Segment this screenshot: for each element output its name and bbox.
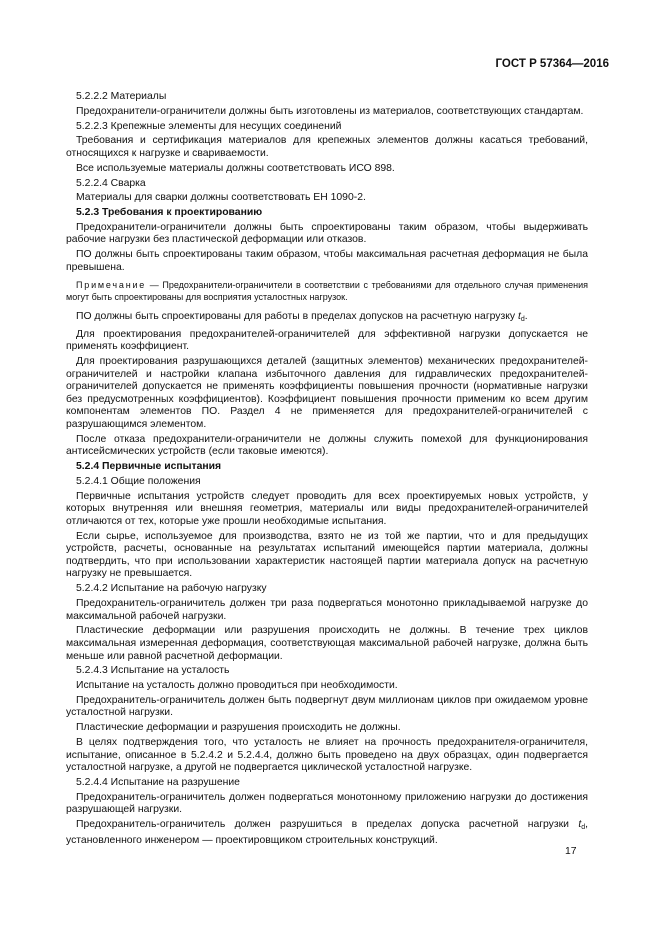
note: [66, 280, 588, 302]
paragraph: Для проектирования предохранителей-ограничителей для эффективной нагрузки допускается не применять коэффициент.: [66, 328, 588, 353]
section-heading-5-2-2-3: 5.2.2.3 Крепежные элементы для несущих соединений: [76, 120, 342, 132]
section-heading-5-2-2-2: 5.2.2.2 Материалы: [76, 91, 167, 102]
text-run: ПО должны быть спроектированы для работы в пределах допусков на расчетную нагрузку: [76, 310, 518, 322]
document-body: [66, 91, 588, 850]
text-run: Предохранитель-ограничитель должен разрушиться в пределах допуска расчетной нагрузки: [76, 819, 579, 831]
symbol-t: t: [517, 310, 521, 322]
paragraph: Предохранитель-ограничитель должен три раза подвергаться монотонно прикладываемой нагрузке до максимальной рабочей нагрузки.: [66, 597, 588, 622]
note-label: Примечание: [76, 280, 147, 291]
paragraph: В целях подтверждения того, что усталость не влияет на прочность предохранителя-ограничителя, испытание, описанное в 5.2.4.2 и 5.2.4.4, должно быть проведено на двух образцах, один подвергается усталостной нагрузке, а другой не подвергается циклической усталостной нагрузке.: [66, 737, 588, 774]
paragraph: Предохранитель-ограничитель должен подвергаться монотонному приложению нагрузки до достижения разрушающей нагрузки.: [66, 791, 588, 816]
paragraph: После отказа предохранители-ограничители не должны служить помехой для функционирования антисейсмических устройств (если таковые имеются).: [66, 433, 588, 458]
paragraph: Первичные испытания устройств следует проводить для всех проектируемых новых устройств, у которых внутренняя или внешняя геометрия, материалы или виды предохранителей-ограничителей отличаются от тех, которые уже прошли необходимые испытания.: [66, 490, 588, 527]
note-text: — Предохранители-ограничители в соответствии с требованиями для отдельного случая применения могут быть спроектированы для восприятия усталостных нагрузок.: [66, 280, 588, 302]
text-run: , установленного инженером — проектировщиком строительных конструкций.: [66, 819, 588, 846]
paragraph: Если сырье, используемое для производства, взято не из той же партии, что и для предыдущих устройств, расчеты, основанные на результатах испытаний имеющейся партии материала, должны подтвердить, что при использовании характеристик настоящей партии материала допуск на расчетную нагрузку не превышается.: [66, 530, 588, 580]
paragraph: Материалы для сварки должны соответствовать ЕН 1090-2.: [76, 192, 366, 204]
text-run: .: [524, 310, 528, 322]
paragraph: Пластические деформации или разрушения происходить не должны. В течение трех циклов максимальная измеренная деформация, соответствующая максимальной рабочей нагрузке, должна быть меньше или равной расчетной деформации.: [66, 625, 588, 662]
paragraph: ПО должны быть спроектированы таким образом, чтобы максимальная расчетная деформация не была превышена.: [66, 249, 588, 273]
section-heading-5-2-4-1: 5.2.4.1 Общие положения: [76, 475, 201, 487]
paragraph: [66, 311, 588, 327]
document-code: ГОСТ Р 57364—2016: [495, 58, 609, 70]
paragraph: Для проектирования разрушающихся деталей (защитных элементов) механических предохранителей-ограничителей и настройки клапана избыточного давления для гидравлических предохранителей-ограничителей допускается не применять коэффициенты повышения прочности (нормативные нагрузки без предусмотренных коэффициентов). Коэффициент повышения прочности применим ко всем другим компонентам элементов ПО. Раздел 4 не применяется для предохранителей-ограничителей с разрушающимся элементом.: [66, 355, 588, 430]
section-heading-5-2-4-4: 5.2.4.4 Испытание на разрушение: [76, 777, 240, 788]
paragraph: Все используемые материалы должны соответствовать ИСО 898.: [76, 162, 395, 174]
symbol-subscript: d: [581, 824, 586, 832]
paragraph: Испытание на усталость должно проводиться при необходимости.: [76, 680, 398, 692]
section-heading-5-2-4: 5.2.4 Первичные испытания: [76, 461, 222, 473]
symbol-t: t: [578, 819, 582, 831]
section-heading-5-2-4-3: 5.2.4.3 Испытание на усталость: [76, 665, 230, 677]
paragraph: [66, 819, 588, 847]
paragraph: Пластические деформации и разрушения происходить не должны.: [76, 722, 401, 734]
page-number: 17: [565, 846, 577, 857]
symbol-subscript: d: [520, 315, 525, 323]
paragraph: Требования и сертификация материалов для крепежных элементов должны касаться требований, относящихся к нагрузке и свариваемости.: [66, 135, 588, 159]
section-heading-5-2-2-4: 5.2.2.4 Сварка: [76, 177, 146, 189]
section-heading-5-2-3: 5.2.3 Требования к проектированию: [76, 207, 263, 219]
paragraph: Предохранители-ограничители должны быть спроектированы таким образом, чтобы выдерживать рабочие нагрузки без пластической деформации или отказов.: [66, 221, 588, 246]
section-heading-5-2-4-2: 5.2.4.2 Испытание на рабочую нагрузку: [76, 583, 267, 595]
paragraph: Предохранитель-ограничитель должен быть подвергнут двум миллионам циклов при ожидаемом уровне усталостной нагрузки.: [66, 694, 588, 719]
paragraph: Предохранители-ограничители должны быть изготовлены из материалов, соответствующих стандартам.: [76, 105, 584, 117]
